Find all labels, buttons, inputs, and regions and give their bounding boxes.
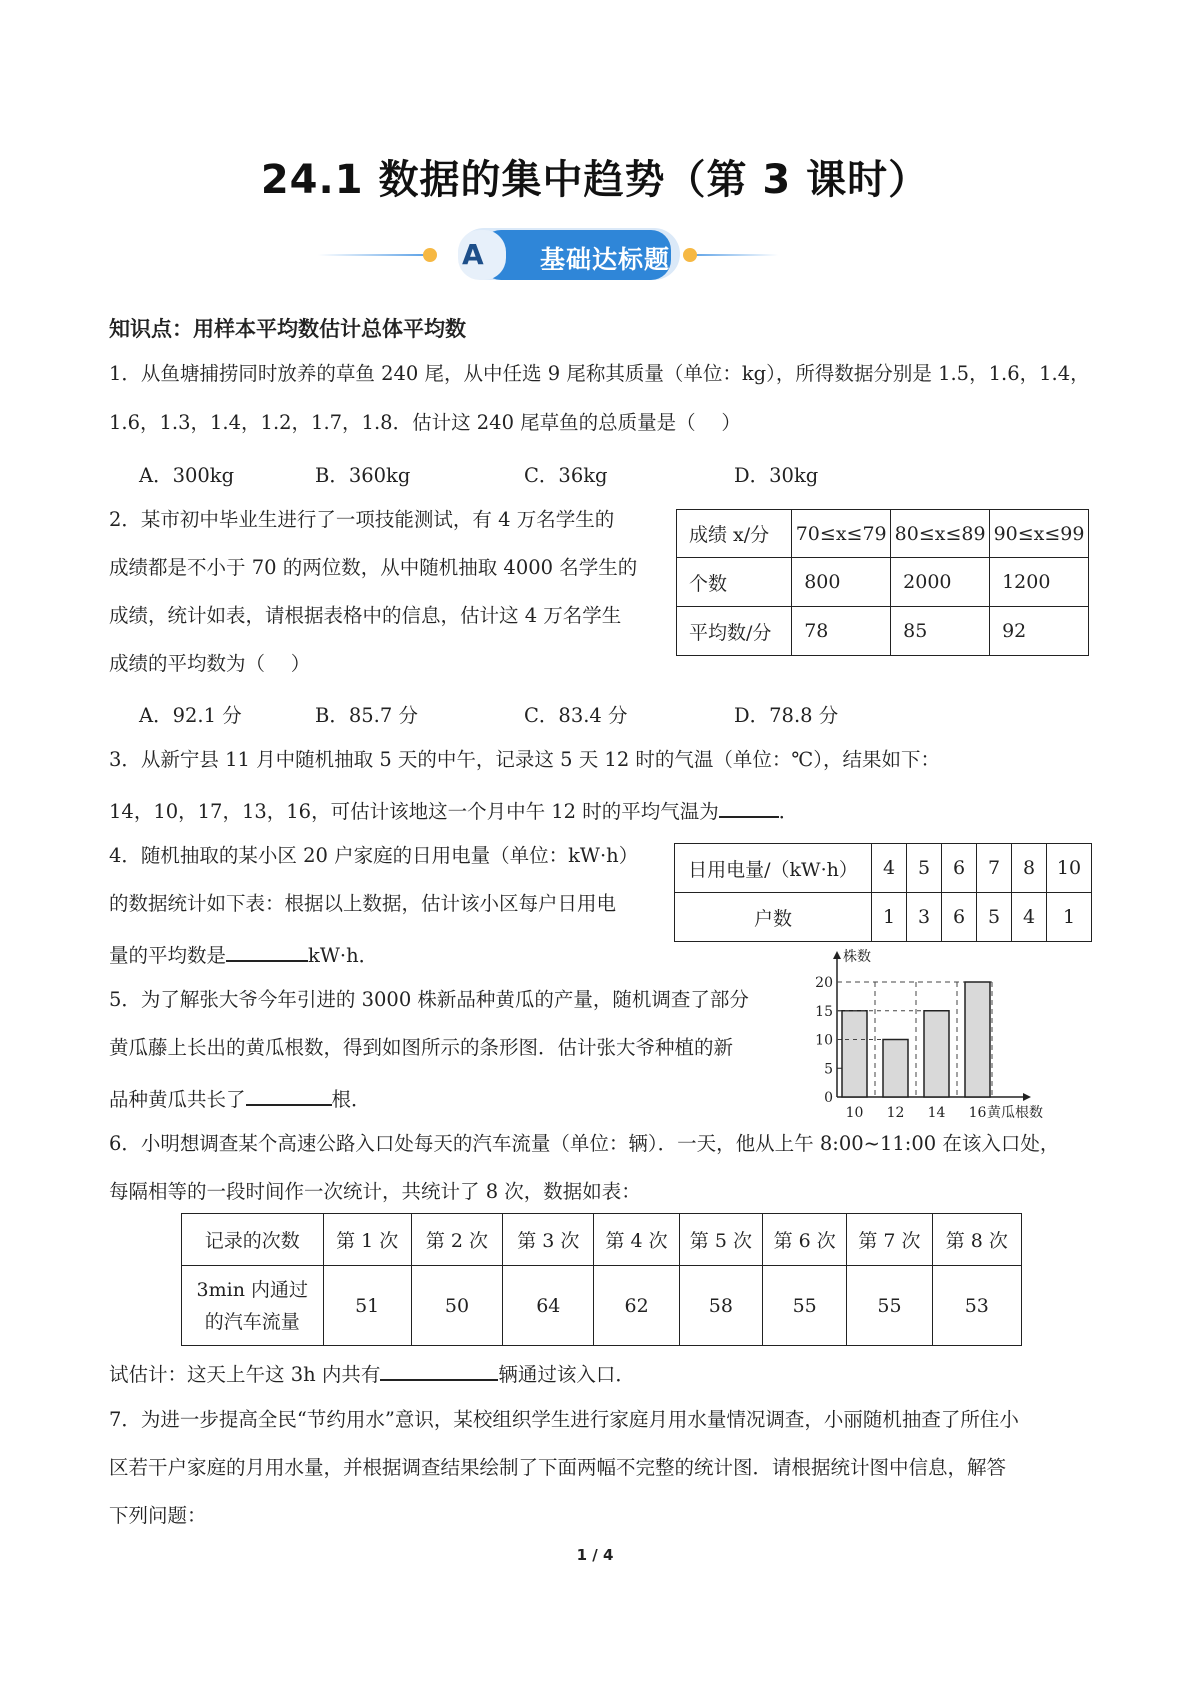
y-tick-label: 0 [824,1090,833,1106]
q2-option-c: C．83.4 分 [524,704,628,727]
q6-head-8: 第 8 次 [932,1214,1021,1266]
x-tick-label: 10 [845,1105,864,1121]
q1-option-c: C．36kg [524,464,608,487]
q2-score-table [676,509,1089,656]
q4-line3-text: 量的平均数是 [109,944,227,967]
q2-avg-2: 85 [891,607,990,656]
q6-line2: 每隔相等的一段时间作一次统计，共统计了 8 次，数据如表： [109,1180,641,1203]
q4-line3 [109,940,378,968]
q1-line2: 1.6，1.3，1.4，1.2，1.7，1.8．估计这 240 尾草鱼的总质量是（ ） [109,411,741,434]
q4-answer-blank [226,940,308,962]
q2-line2: 成绩都是不小于 70 的两位数，从中随机抽取 4000 名学生的 [109,556,638,579]
q5-line1: 5．为了解张大爷今年引进的 3000 株新品种黄瓜的产量，随机调查了部分 [109,988,749,1011]
q7-line3: 下列问题： [109,1504,207,1527]
q4-head-4: 7 [977,844,1012,893]
x-tick-label: 16 [968,1105,987,1121]
y-tick-label: 15 [815,1003,833,1020]
q6-row-6: 55 [763,1266,847,1346]
q6-row-label [182,1266,324,1346]
banner-label: 基础达标题 [540,245,671,274]
y-axis-arrow-icon [833,951,841,959]
q3-answer-blank [719,796,779,818]
cucumber-bar-chart [795,945,1085,1125]
q4-line3-unit: kW·h． [308,944,379,967]
q2-head-2: 80≤x≤89 [891,510,990,558]
q2-option-d: D．78.8 分 [734,704,839,727]
q4-head-5: 8 [1012,844,1047,893]
q2-avg-label: 平均数/分 [677,607,792,656]
q6-head-5: 第 5 次 [679,1214,762,1266]
q6-row-2: 50 [411,1266,502,1346]
q4-head-3: 6 [942,844,977,893]
x-tick-label: 14 [927,1105,946,1121]
q6-row-7: 55 [847,1266,932,1346]
bar [965,982,990,1097]
q2-option-a: A．92.1 分 [139,704,242,727]
q2-head-1: 70≤x≤79 [792,510,891,558]
q5-line3-end: 根． [331,1088,371,1111]
q4-line1: 4．随机抽取的某小区 20 户家庭的日用电量（单位：kW·h） [109,844,639,867]
q2-line1: 2．某市初中毕业生进行了一项技能测试，有 4 万名学生的 [109,508,615,531]
q2-head-3: 90≤x≤99 [990,510,1089,558]
q4-electricity-table [674,843,1092,942]
q4-line2: 的数据统计如下表：根据以上数据，估计该小区每户日用电 [109,892,617,915]
banner-dot-left-icon [423,248,437,262]
q6-answer-blank [380,1359,498,1381]
q4-row-3: 6 [942,893,977,942]
q6-row-8: 53 [932,1266,1021,1346]
bar [924,1011,949,1097]
x-axis-label: 黄瓜根数 [987,1105,1043,1121]
q4-row-6: 1 [1047,893,1092,942]
q2-line4: 成绩的平均数为（ ） [109,652,311,675]
bar [883,1040,908,1098]
q7-line1: 7．为进一步提高全民“节约用水”意识，某校组织学生进行家庭月用水量情况调查，小丽随机抽查了所住小 [109,1408,1019,1431]
q6-line3-text: 试估计：这天上午这 3h 内共有 [109,1363,381,1386]
q6-row-label-1: 3min 内通过 [196,1278,308,1301]
q3-line1: 3．从新宁县 11 月中随机抽取 5 天的中午，记录这 5 天 12 时的气温（单位：℃），结果如下： [109,748,940,771]
q7-line2: 区若干户家庭的月用水量，并根据调查结果绘制了下面两幅不完整的统计图．请根据统计图中信息，解答 [109,1456,1007,1479]
q1-option-a: A．300kg [139,464,235,487]
q4-head-1: 4 [872,844,907,893]
q5-answer-blank [246,1084,332,1106]
q6-line1: 6．小明想调查某个高速公路入口处每天的汽车流量（单位：辆）．一天，他从上午 8:00~11:00 在该入口处， [109,1132,1060,1155]
y-tick-label: 5 [824,1061,833,1078]
q5-line3-text: 品种黄瓜共长了 [109,1088,246,1111]
q1-option-d: D．30kg [734,464,819,487]
q1-option-b: B．360kg [315,464,411,487]
q4-row-2: 3 [907,893,942,942]
q4-head-6: 10 [1047,844,1092,893]
q2-count-3: 1200 [990,558,1089,607]
q3-line2-end: ． [778,800,799,823]
q6-line3-end: 辆通过该入口． [498,1363,635,1386]
q6-traffic-table [181,1213,1022,1346]
x-tick-label: 12 [886,1105,905,1121]
q4-head-2: 5 [907,844,942,893]
q3-line2-text: 14，10，17，13，16，可估计该地这一个月中午 12 时的平均气温为 [109,800,719,823]
y-axis-label: 株数 [843,949,871,965]
q2-head-0: 成绩 x/分 [677,510,792,558]
q6-row-3: 64 [503,1266,594,1346]
q6-head-6: 第 6 次 [763,1214,847,1266]
q2-avg-1: 78 [792,607,891,656]
q4-row-5: 4 [1012,893,1047,942]
banner-dot-right-icon [683,248,697,262]
q6-head-1: 第 1 次 [323,1214,411,1266]
q2-count-1: 800 [792,558,891,607]
page-number: 1 / 4 [576,1546,614,1564]
q6-row-4: 62 [594,1266,679,1346]
q4-row-4: 5 [977,893,1012,942]
q6-head-0: 记录的次数 [182,1214,324,1266]
q6-head-4: 第 4 次 [594,1214,679,1266]
q6-head-2: 第 2 次 [411,1214,502,1266]
q1-line1: 1．从鱼塘捕捞同时放养的草鱼 240 尾，从中任选 9 尾称其质量（单位：kg），所得数据分别是 1.5，1.6，1.4， [109,362,1090,385]
q4-row-label: 户数 [675,893,872,942]
y-tick-label: 10 [815,1032,833,1049]
q5-line2: 黄瓜藤上长出的黄瓜根数，得到如图所示的条形图．估计张大爷种植的新 [109,1036,734,1059]
page-title: 24.1 数据的集中趋势（第 3 课时） [260,157,930,203]
q6-line3 [109,1359,635,1387]
q6-head-3: 第 3 次 [503,1214,594,1266]
q4-head-0: 日用电量/（kW·h） [675,844,872,893]
q4-row-1: 1 [872,893,907,942]
q3-line2 [109,796,798,824]
y-tick-label: 20 [815,975,833,991]
q6-row-5: 58 [679,1266,762,1346]
q6-head-7: 第 7 次 [847,1214,932,1266]
q5-line3 [109,1084,371,1112]
q2-line3: 成绩，统计如表，请根据表格中的信息，估计这 4 万名学生 [109,604,622,627]
knowledge-point: 知识点：用样本平均数估计总体平均数 [109,317,466,341]
x-axis-arrow-icon [1023,1093,1031,1101]
bar [842,1011,867,1097]
q6-row-1: 51 [323,1266,411,1346]
q2-option-b: B．85.7 分 [315,704,418,727]
q6-row-label-2: 的汽车流量 [204,1310,300,1333]
q2-count-label: 个数 [677,558,792,607]
q2-avg-3: 92 [990,607,1089,656]
q2-count-2: 2000 [891,558,990,607]
banner-letter: A [462,238,484,271]
